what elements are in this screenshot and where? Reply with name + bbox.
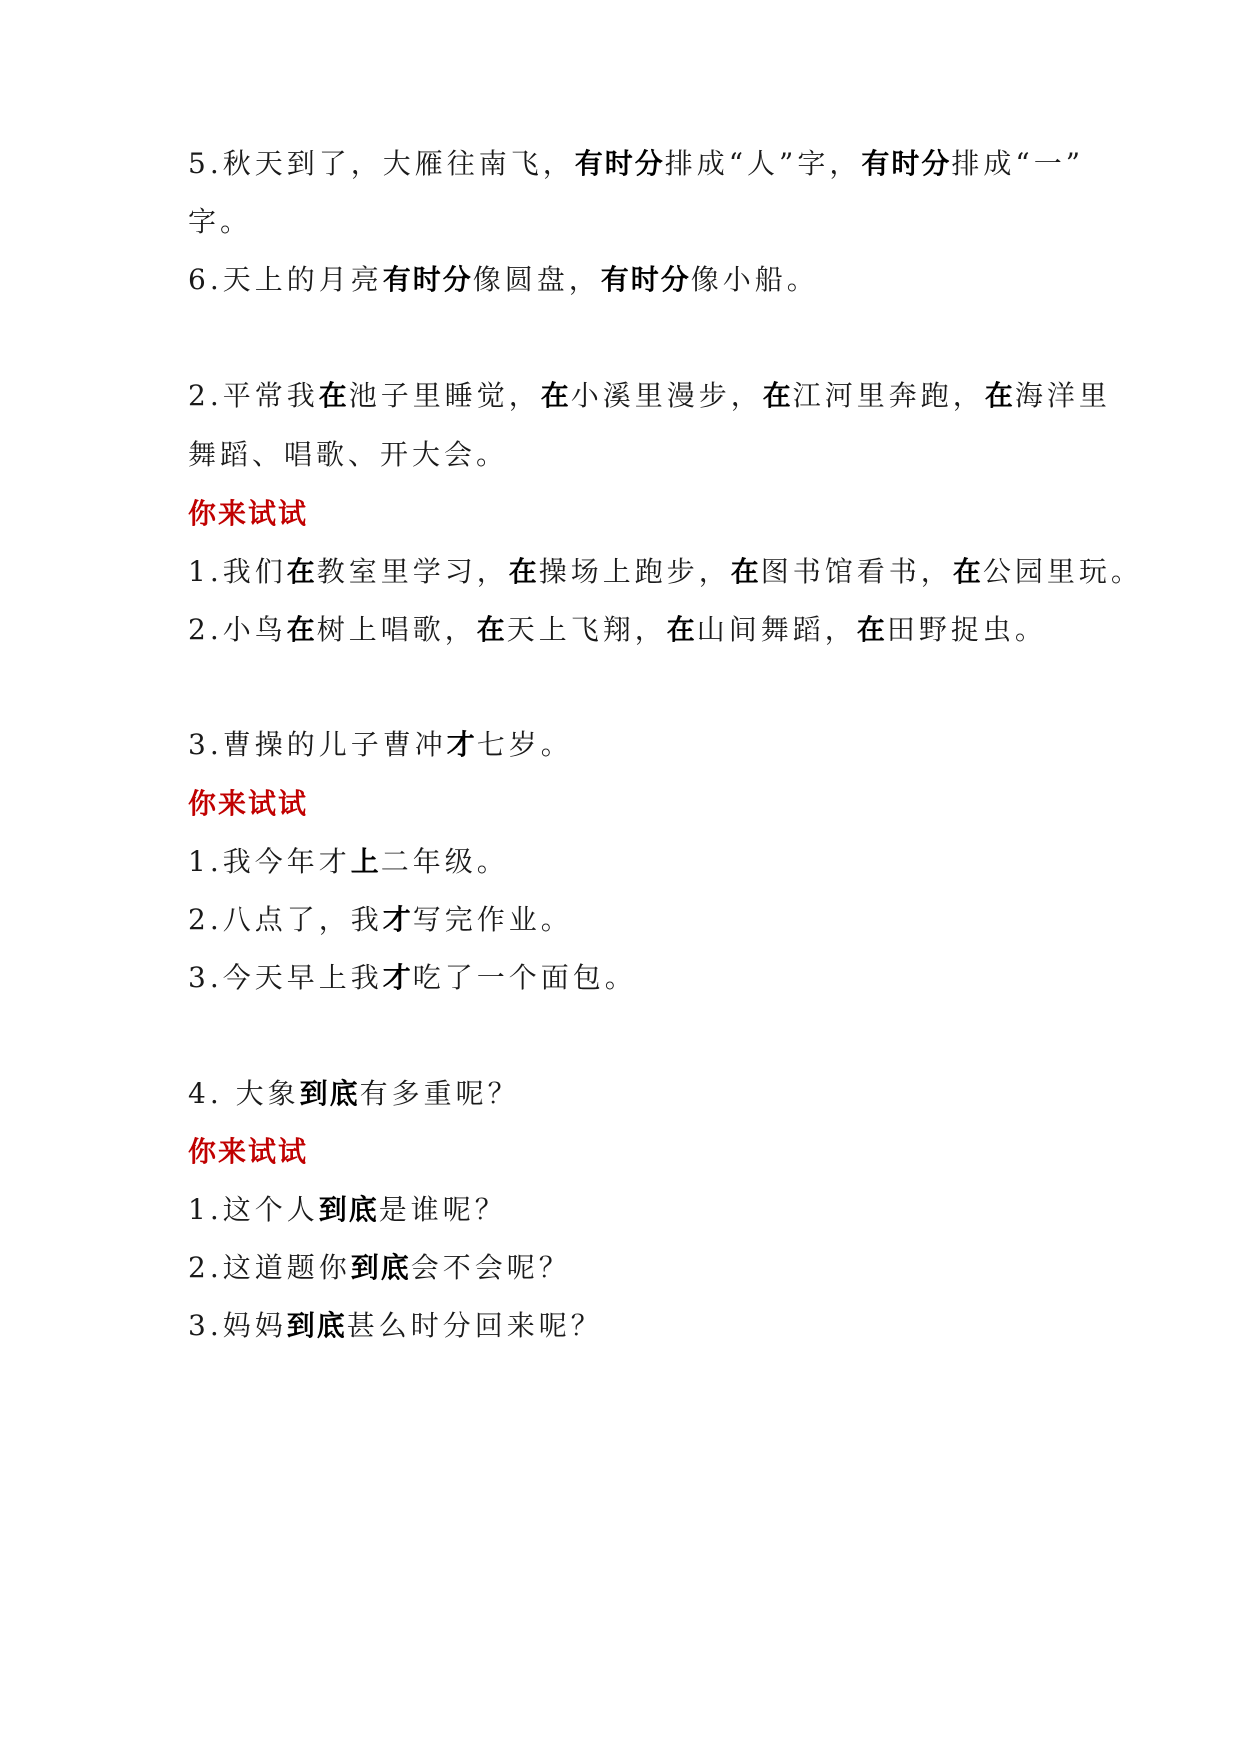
keyword: 到底: [350, 1251, 411, 1284]
try-cai-3: [188, 960, 1068, 996]
sentence-zai-line-1: [188, 378, 1111, 414]
try-zai-2: [188, 612, 1068, 648]
text-segment: 吃了一个面包。: [412, 961, 637, 994]
keyword: 在: [730, 555, 761, 588]
sentence-cai: [188, 727, 1068, 763]
text-segment: 1.我今年才: [188, 845, 351, 878]
keyword: 在: [952, 555, 983, 588]
keyword: 有时分: [600, 263, 691, 296]
keyword: 有时分: [574, 147, 665, 180]
text-segment: 3.曹操的儿子曹冲: [188, 728, 447, 761]
keyword: 在: [666, 613, 697, 646]
keyword: 到底: [299, 1077, 360, 1110]
text-segment: 5.秋天到了，大雁往南飞，: [188, 147, 575, 180]
keyword: 到底: [318, 1193, 379, 1226]
text-segment: 树上唱歌，: [316, 613, 477, 646]
text-segment: 3.今天早上我: [188, 961, 383, 994]
text-segment: 图书馆看书，: [760, 555, 953, 588]
text-segment: 排成“一”: [951, 147, 1085, 180]
sentence-5-line-2: 字。: [188, 205, 253, 238]
keyword: 有时分: [861, 147, 952, 180]
try-it-heading: 你来试试: [188, 497, 309, 530]
text-segment: 田野捉虫。: [886, 613, 1047, 646]
text-segment: 2.这道题你: [188, 1251, 351, 1284]
sentence-daodi: [188, 1076, 1068, 1112]
text-segment: 2.八点了，我: [188, 903, 383, 936]
try-daodi-1: [188, 1192, 1068, 1228]
text-segment: 天上飞翔，: [506, 613, 667, 646]
text-segment: 像小船。: [690, 263, 819, 296]
text-segment: 山间舞蹈，: [696, 613, 857, 646]
text-segment: 1.我们: [188, 555, 287, 588]
text-segment: 有多重呢？: [359, 1077, 520, 1110]
try-cai-2: [188, 902, 1068, 938]
keyword: 在: [540, 379, 571, 412]
text-segment: 排成“人”字，: [664, 147, 862, 180]
keyword: 在: [762, 379, 793, 412]
keyword: 在: [984, 379, 1015, 412]
keyword: 到底: [286, 1309, 347, 1342]
try-zai-1: [188, 554, 1143, 590]
try-it-heading: 你来试试: [188, 1135, 309, 1168]
text-segment: 江河里奔跑，: [792, 379, 985, 412]
text-segment: 6.天上的月亮: [188, 263, 383, 296]
keyword: 在: [286, 555, 317, 588]
text-segment: 1.这个人: [188, 1193, 319, 1226]
text-segment: 教室里学习，: [316, 555, 509, 588]
try-it-heading: 你来试试: [188, 787, 309, 820]
keyword: 在: [856, 613, 887, 646]
sentence-6: [188, 262, 1068, 298]
text-segment: 公园里玩。: [982, 555, 1143, 588]
sentence-5-line-1: [188, 146, 1085, 182]
try-cai-1: [188, 844, 1068, 880]
text-segment: 2.平常我: [188, 379, 319, 412]
keyword: 在: [476, 613, 507, 646]
text-segment: 3.妈妈: [188, 1309, 287, 1342]
text-segment: 七岁。: [476, 728, 573, 761]
text-segment: 2.小鸟: [188, 613, 287, 646]
text-segment: 会不会呢？: [410, 1251, 571, 1284]
text-segment: 4. 大象: [188, 1077, 300, 1110]
text-segment: 池子里睡觉，: [348, 379, 541, 412]
text-segment: 海洋里: [1014, 379, 1111, 412]
text-segment: 操场上跑步，: [538, 555, 731, 588]
keyword: 才: [446, 728, 477, 761]
keyword: 才: [382, 903, 413, 936]
text-segment: 小溪里漫步，: [570, 379, 763, 412]
try-daodi-3: [188, 1308, 1068, 1344]
keyword: 有时分: [382, 263, 473, 296]
sentence-zai-line-2: 舞蹈、唱歌、开大会。: [188, 438, 509, 471]
try-daodi-2: [188, 1250, 1068, 1286]
keyword: 在: [286, 613, 317, 646]
text-segment: 像圆盘，: [472, 263, 601, 296]
text-segment: 写完作业。: [412, 903, 573, 936]
keyword: 在: [318, 379, 349, 412]
text-segment: 是谁呢？: [378, 1193, 507, 1226]
text-segment: 二年级。: [380, 845, 509, 878]
keyword: 才: [382, 961, 413, 994]
keyword: 上: [350, 845, 381, 878]
text-segment: 甚么时分回来呢？: [346, 1309, 603, 1342]
keyword: 在: [508, 555, 539, 588]
